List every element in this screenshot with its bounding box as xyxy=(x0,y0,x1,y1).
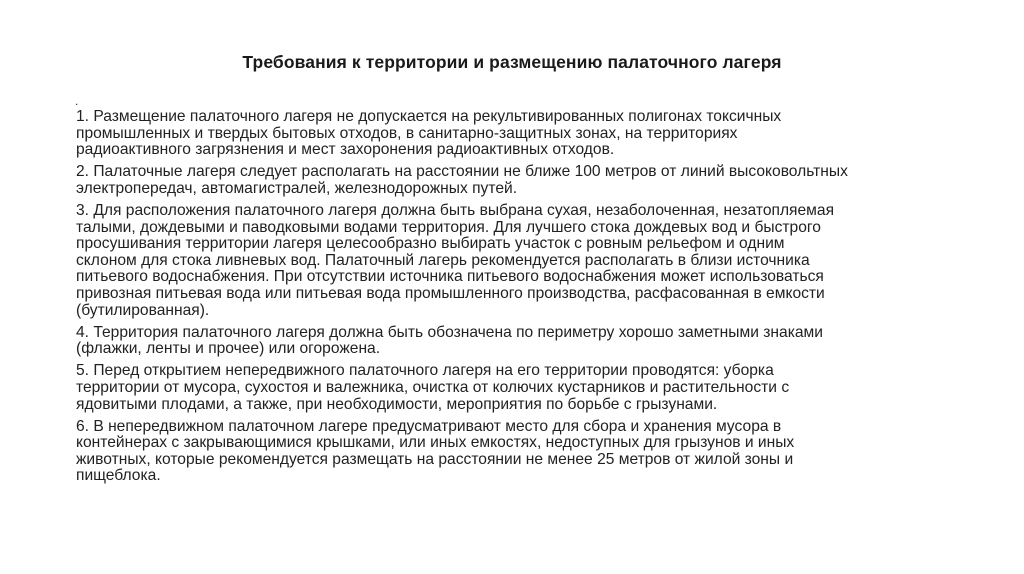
paragraph-1: 1. Размещение палаточного лагеря не допускается на рекультивированных полигонах токсичных промышленных и твердых бытовых отходов, в санитарно-защитных зонах, на территориях радиоактивного загрязнения и мест захоронения радиоактивных отходов. xyxy=(76,108,782,159)
paragraph-5: 5. Перед открытием непередвижного палаточного лагеря на его территории проводятся: уборка территории от мусора, сухостоя и валежника, очистка от колючих кустарников и растительности с ядовитыми плодами, а также, при необходимости, мероприятия по борьбе с грызунами. xyxy=(76,362,790,413)
paragraph-6: 6. В непередвижном палаточном лагере предусматривают место для сбора и хранения мусора в контейнерах с закрывающимися крышками, или иных емкостях, недоступных для грызунов и иных животных, которые рекомендуется размещать на расстоянии не менее 25 метров от жилой зоны и пищеблока. xyxy=(76,417,795,485)
paragraph-4: 4. Территория палаточного лагеря должна быть обозначена по периметру хорошо заметными знаками (флажки, ленты и прочее) или огорожена. xyxy=(76,323,823,358)
paragraph-3: 3. Для расположения палаточного лагеря должна быть выбрана сухая, незаболоченная, незатопляемая талыми, дождевыми и паводковыми водами территория. Для лучшего стока дождевых вод и быстрого просушивания территории лагеря целесообразно выбирать участок с ровным рельефом и одним склоном для стока ливневых вод. Палаточный лагерь рекомендуется располагать в близи источника питьевого водоснабжения. При отсутствии источника питьевого водоснабжения может использоваться привозная питьевая вода или питьевая вода промышленного производства, расфасованная в емкости (бутилированная). xyxy=(76,201,835,319)
slide-title: Требования к территории и размещению палаточного лагеря xyxy=(242,52,782,72)
bullet-marker: . xyxy=(75,94,79,108)
paragraph-2: 2. Палаточные лагеря следует располагать на расстоянии не ближе 100 метров от линий высоковольтных электропередач, автомагистралей, железнодорожных путей. xyxy=(76,163,848,197)
slide-body xyxy=(76,109,956,490)
